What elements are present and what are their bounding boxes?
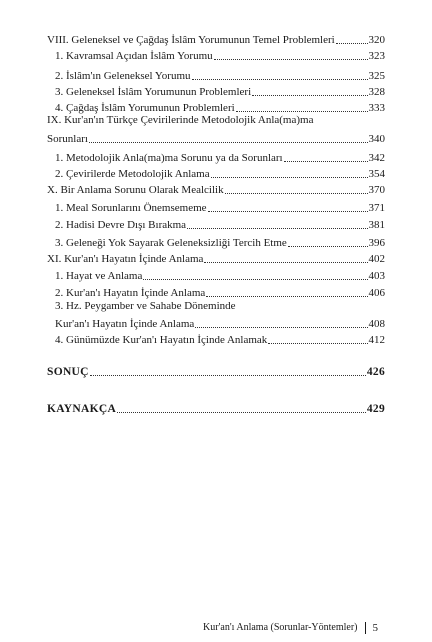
toc-entry-viii-4[interactable]	[55, 98, 385, 115]
toc-entry-title: 1. Kavramsal Açıdan İslâm Yorumu	[55, 50, 213, 62]
dot-leader	[117, 399, 366, 413]
toc-entry-title: 1. Hayat ve Anlama	[55, 270, 143, 282]
toc-entry-page: 354	[368, 168, 385, 180]
toc-entry-kaynakca[interactable]	[47, 399, 385, 416]
toc-entry-page: 371	[368, 202, 385, 214]
toc-entry-viii-3[interactable]	[55, 82, 385, 99]
toc-entry-page: 325	[368, 70, 385, 82]
toc-entry-title: 1. Meal Sorunlarını Önemsememe	[55, 202, 207, 214]
dot-leader	[236, 98, 368, 112]
dot-leader	[214, 46, 368, 60]
toc-entry-title: Sorunları	[47, 133, 88, 145]
toc-entry-title: 1. Metodolojik Anla(ma)ma Sorunu ya da Sorunları	[55, 152, 283, 164]
toc-entry-viii-1[interactable]	[55, 46, 385, 63]
toc-entry-ix-1[interactable]	[55, 148, 385, 165]
toc-entry-xi-3[interactable]	[55, 314, 385, 331]
toc-entry-title: 2. Kur'an'ı Hayatın İçinde Anlama	[55, 287, 206, 299]
toc-entry-page: 370	[368, 184, 385, 196]
dot-leader	[252, 82, 367, 96]
dot-leader	[192, 66, 368, 80]
dot-leader	[208, 198, 368, 212]
toc-entry-page: 403	[368, 270, 385, 282]
toc-entry-page: 323	[368, 50, 385, 62]
toc-entry-page: 408	[368, 318, 385, 330]
toc-entry-x-3[interactable]	[55, 233, 385, 250]
toc-entry-page: 340	[368, 133, 385, 145]
toc-entry-x[interactable]	[47, 180, 385, 197]
toc-entry-page: 396	[368, 237, 385, 249]
toc-entry-page: 402	[368, 253, 385, 265]
toc-entry-title: 4. Çağdaş İslâm Yorumunun Problemleri	[55, 102, 235, 114]
toc-entry-title: SONUÇ	[47, 366, 89, 378]
toc-entry-xi-4[interactable]	[55, 330, 385, 347]
toc-entry-page: 412	[368, 334, 385, 346]
toc-entry-title: X. Bir Anlama Sorunu Olarak Mealcilik	[47, 184, 224, 196]
toc-entry-xi-1[interactable]	[55, 266, 385, 283]
page-number: 5	[372, 622, 378, 634]
toc-entry-viii-2[interactable]	[55, 66, 385, 83]
dot-leader	[211, 164, 368, 178]
toc-entry-xi-2[interactable]	[55, 283, 385, 300]
toc-entry-title: 2. İslâm'ın Geleneksel Yorumu	[55, 70, 191, 82]
toc-entry-xi[interactable]	[47, 249, 385, 266]
toc-entry-page: 342	[368, 152, 385, 164]
dot-leader	[204, 249, 367, 263]
toc-entry-title: KAYNAKÇA	[47, 403, 117, 415]
dot-leader	[336, 30, 368, 44]
toc-entry-ix-2[interactable]	[55, 164, 385, 181]
toc-entry-page: 426	[366, 366, 385, 378]
dot-leader	[143, 266, 367, 280]
toc-entry-page: 328	[368, 86, 385, 98]
toc-entry-title: 2. Çevirilerde Metodolojik Anlama	[55, 168, 210, 180]
toc-entry-ix-line1[interactable]: IX. Kur'an'ın Türkçe Çevirilerinde Metodolojik Anla(ma)ma	[47, 114, 314, 126]
toc-entry-title: 3. Geleneksel İslâm Yorumunun Problemleri	[55, 86, 252, 98]
toc-entry-title: 4. Günümüzde Kur'an'ı Hayatın İçinde Anlamak	[55, 334, 268, 346]
toc-entry-title: 2. Hadisi Devre Dışı Bırakma	[55, 219, 187, 231]
dot-leader	[288, 233, 368, 247]
dot-leader	[206, 283, 367, 297]
dot-leader	[268, 330, 367, 344]
dot-leader	[284, 148, 368, 162]
toc-entry-title: XI. Kur'an'ı Hayatın İçinde Anlama	[47, 253, 204, 265]
dot-leader	[89, 129, 368, 143]
toc-entry-x-2[interactable]	[55, 215, 385, 232]
dot-leader	[187, 215, 367, 229]
toc-entry-page: 429	[366, 403, 385, 415]
page-footer	[203, 622, 378, 634]
toc-entry-x-1[interactable]	[55, 198, 385, 215]
dot-leader	[195, 314, 367, 328]
footer-divider	[365, 622, 366, 634]
toc-entry-title: Kur'an'ı Hayatın İçinde Anlama	[55, 318, 195, 330]
toc-entry-sonuc[interactable]	[47, 362, 385, 379]
dot-leader	[225, 180, 368, 194]
running-title: Kur'an'ı Anlama (Sorunlar-Yöntemler)	[203, 622, 358, 633]
toc-entry-xi-3-line1[interactable]: 3. Hz. Peygamber ve Sahabe Döneminde	[55, 300, 236, 312]
toc-entry-title: VIII. Geleneksel ve Çağdaş İslâm Yorumunun Temel Problemleri	[47, 34, 335, 46]
toc-entry-page: 333	[368, 102, 385, 114]
dot-leader	[90, 362, 366, 376]
toc-entry-page: 381	[368, 219, 385, 231]
toc-entry-viii[interactable]	[47, 30, 385, 47]
toc-entry-page: 320	[368, 34, 385, 46]
toc-entry-page: 406	[368, 287, 385, 299]
toc-entry-ix[interactable]	[47, 129, 385, 146]
toc-entry-title: 3. Geleneği Yok Sayarak Geleneksizliği Tercih Etme	[55, 237, 287, 249]
